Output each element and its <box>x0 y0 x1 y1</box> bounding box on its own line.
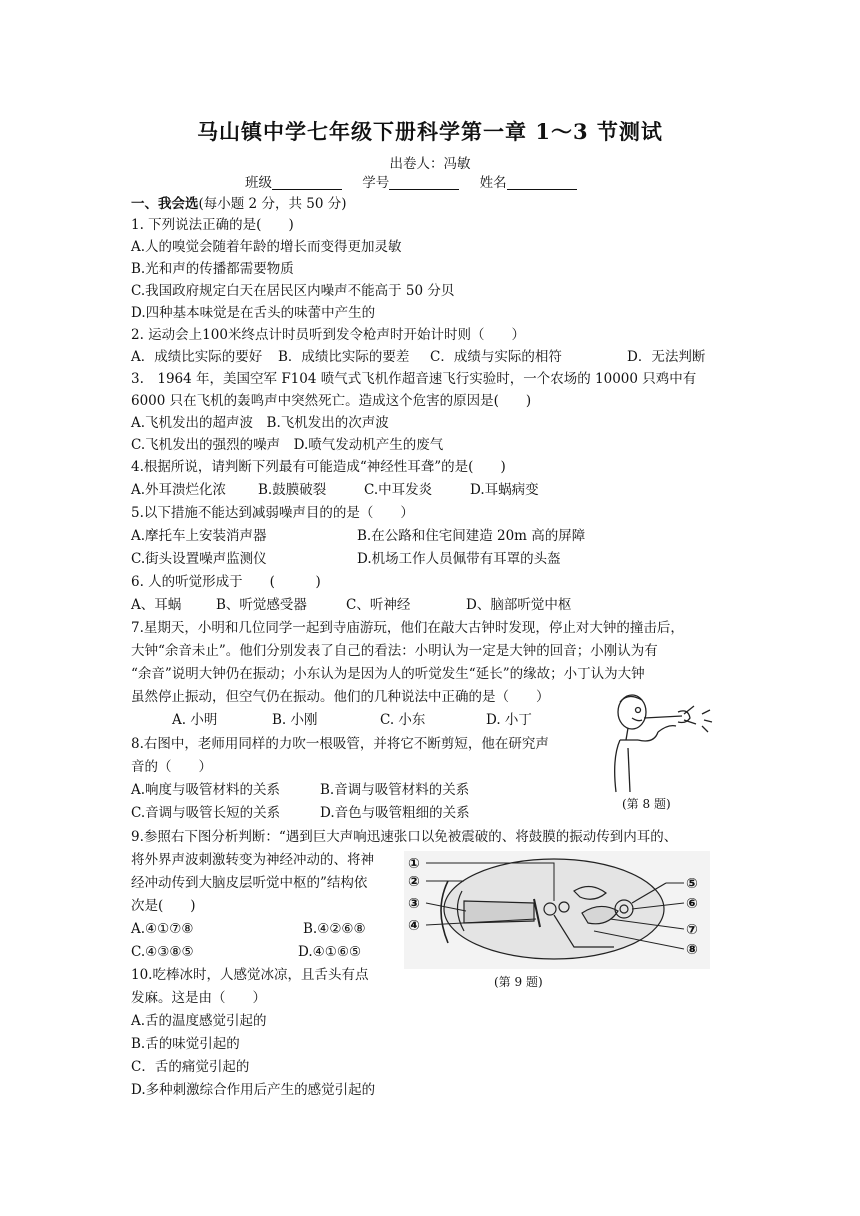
q8-option-b: B.音调与吸管材料的关系 <box>320 782 470 798</box>
q2-option-c: C．成绩与实际的相符 <box>430 349 562 365</box>
ear-label-6: ⑥ <box>686 896 698 912</box>
q5-option-c: C.街头设置噪声监测仪 <box>131 551 267 567</box>
ear-label-3: ③ <box>408 896 420 912</box>
q9-ear-diagram <box>404 851 710 969</box>
q8-option-d: D.音色与吸管粗细的关系 <box>320 805 470 821</box>
ear-label-2: ② <box>408 874 420 890</box>
q4-option-a: A.外耳溃烂化浓 <box>131 482 227 498</box>
class-blank[interactable] <box>272 175 342 190</box>
q10-option-a: A.舌的温度感觉引起的 <box>131 1013 267 1029</box>
q10-option-c: C．舌的痛觉引起的 <box>131 1059 250 1075</box>
q2-option-b: B．成绩比实际的要差 <box>278 349 410 365</box>
section-title: 一、我会选 <box>131 196 199 212</box>
q9-option-c: C.④③⑧⑤ <box>131 944 194 960</box>
ear-label-5: ⑤ <box>686 876 698 892</box>
q10-option-b: B.舌的味觉引起的 <box>131 1036 240 1052</box>
q4-option-c: C.中耳发炎 <box>364 482 433 498</box>
ear-label-8: ⑧ <box>686 942 698 958</box>
number-label: 学号 <box>362 175 390 191</box>
number-blank[interactable] <box>389 175 459 190</box>
name-blank[interactable] <box>507 175 577 190</box>
q10-stem-line1: 10.吃棒冰时，人感觉冰凉，且舌头有点 <box>131 967 369 983</box>
ear-label-4: ④ <box>408 918 420 934</box>
q1-option-c: C.我国政府规定白天在居民区内噪声不能高于 50 分贝 <box>131 283 455 299</box>
q8-figure-caption: (第 8 题) <box>622 797 671 811</box>
q4-option-b: B.鼓膜破裂 <box>258 482 327 498</box>
q9-figure-caption: (第 9 题) <box>494 975 543 989</box>
q2-option-d: D．无法判断 <box>627 349 706 365</box>
q6-option-c: C、听神经 <box>346 597 411 613</box>
q7-option-b: B. 小刚 <box>272 712 318 728</box>
q8-option-a: A.响度与吸管材料的关系 <box>131 782 281 798</box>
class-label: 班级 <box>245 175 272 191</box>
q4-option-d: D.耳蜗病变 <box>470 482 539 498</box>
q6-option-a: A、耳蜗 <box>131 597 182 613</box>
q10-option-d: D.多种刺激综合作用后产生的感觉引起的 <box>131 1082 376 1098</box>
ear-label-1: ① <box>408 856 420 872</box>
q9-stem-line2: 将外界声波刺激转变为神经冲动的、将神 <box>131 852 374 868</box>
section-heading <box>131 195 346 213</box>
q6-option-b: B、听觉感受器 <box>216 597 307 613</box>
q7-stem-line2: 大钟“余音未止”。他们分别发表了自己的看法：小明认为一定是大钟的回音；小刚认为有 <box>131 643 658 659</box>
q5-option-a: A.摩托车上安装消声器 <box>131 528 267 544</box>
q8-stem-line1: 8.右图中，老师用同样的力吹一根吸管，并将它不断剪短，他在研究声 <box>131 736 549 752</box>
q7-stem-line3: “余音”说明大钟仍在振动；小东认为是因为人的听觉发生“延长”的缘故；小丁认为大钟 <box>131 666 645 682</box>
teacher-illustration <box>615 695 712 792</box>
q9-stem-line4: 次是( ) <box>131 898 196 914</box>
q9-option-a: A.④①⑦⑧ <box>131 921 194 937</box>
q3-stem-line2: 6000 只在飞机的轰鸣声中突然死亡。造成这个危害的原因是( ) <box>131 393 532 409</box>
q8-stem-line2: 音的（ ） <box>131 759 212 775</box>
q10-stem-line2: 发麻。这是由（ ） <box>131 990 266 1006</box>
q3-options-cd: C.飞机发出的强烈的噪声 D.喷气发动机产生的废气 <box>131 437 444 453</box>
q9-option-b: B.④②⑥⑧ <box>303 921 366 937</box>
student-info-fields <box>245 174 593 192</box>
q7-option-c: C. 小东 <box>380 712 426 728</box>
section-note: (每小题 2 分，共 50 分) <box>198 196 347 212</box>
q1-stem: 1. 下列说法正确的是( ) <box>131 217 294 233</box>
ear-label-7: ⑦ <box>686 922 698 938</box>
q9-stem-line1: 9.参照右下图分析判断：“遇到巨大声响迅速张口以免被震破的、将鼓膜的振动传到内耳的、 <box>131 829 678 845</box>
q2-option-a: A．成绩比实际的要好 <box>131 349 263 365</box>
q6-option-d: D、脑部听觉中枢 <box>466 597 572 613</box>
q5-option-d: D.机场工作人员佩带有耳罩的头盔 <box>357 551 561 567</box>
q7-stem-line1: 7.星期天，小明和几位同学一起到寺庙游玩，他们在敲大古钟时发现，停止对大钟的撞击后， <box>131 620 684 636</box>
q9-option-d: D.④①⑥⑤ <box>298 944 362 960</box>
q5-stem: 5.以下措施不能达到减弱噪声目的的是（ ） <box>131 505 414 521</box>
name-label: 姓名 <box>479 175 507 191</box>
q1-option-a: A.人的嗅觉会随着年龄的增长而变得更加灵敏 <box>131 239 402 255</box>
q7-option-a: A. 小明 <box>172 712 218 728</box>
q9-stem-line3: 经冲动传到大脑皮层听觉中枢的”结构依 <box>131 875 368 891</box>
page-title: 马山镇中学七年级下册科学第一章 1～3 节测试 <box>197 119 663 144</box>
q8-straw-figure <box>598 688 728 796</box>
q3-stem-line1: 3. 1964 年，美国空军 F104 喷气式飞机作超音速飞行实验时，一个农场的 10000 只鸡中有 <box>131 371 697 387</box>
q1-option-b: B.光和声的传播都需要物质 <box>131 261 294 277</box>
q5-option-b: B.在公路和住宅间建造 20m 高的屏障 <box>357 528 586 544</box>
author-line: 出卷人：冯敏 <box>389 156 471 172</box>
q2-stem: 2. 运动会上100米终点计时员听到发令枪声时开始计时则（ ） <box>131 327 525 343</box>
q6-stem: 6. 人的听觉形成于 ( ) <box>131 574 321 590</box>
q1-option-d: D.四种基本味觉是在舌头的味蕾中产生的 <box>131 305 376 321</box>
q3-options-ab: A.飞机发出的超声波 B.飞机发出的次声波 <box>131 415 389 431</box>
q4-stem: 4.根据所说，请判断下列最有可能造成“神经性耳聋”的是( ) <box>131 459 506 475</box>
q8-option-c: C.音调与吸管长短的关系 <box>131 805 281 821</box>
q7-stem-line4: 虽然停止振动，但空气仍在振动。他们的几种说法中正确的是（ ） <box>131 689 550 705</box>
q7-option-d: D. 小丁 <box>486 712 532 728</box>
